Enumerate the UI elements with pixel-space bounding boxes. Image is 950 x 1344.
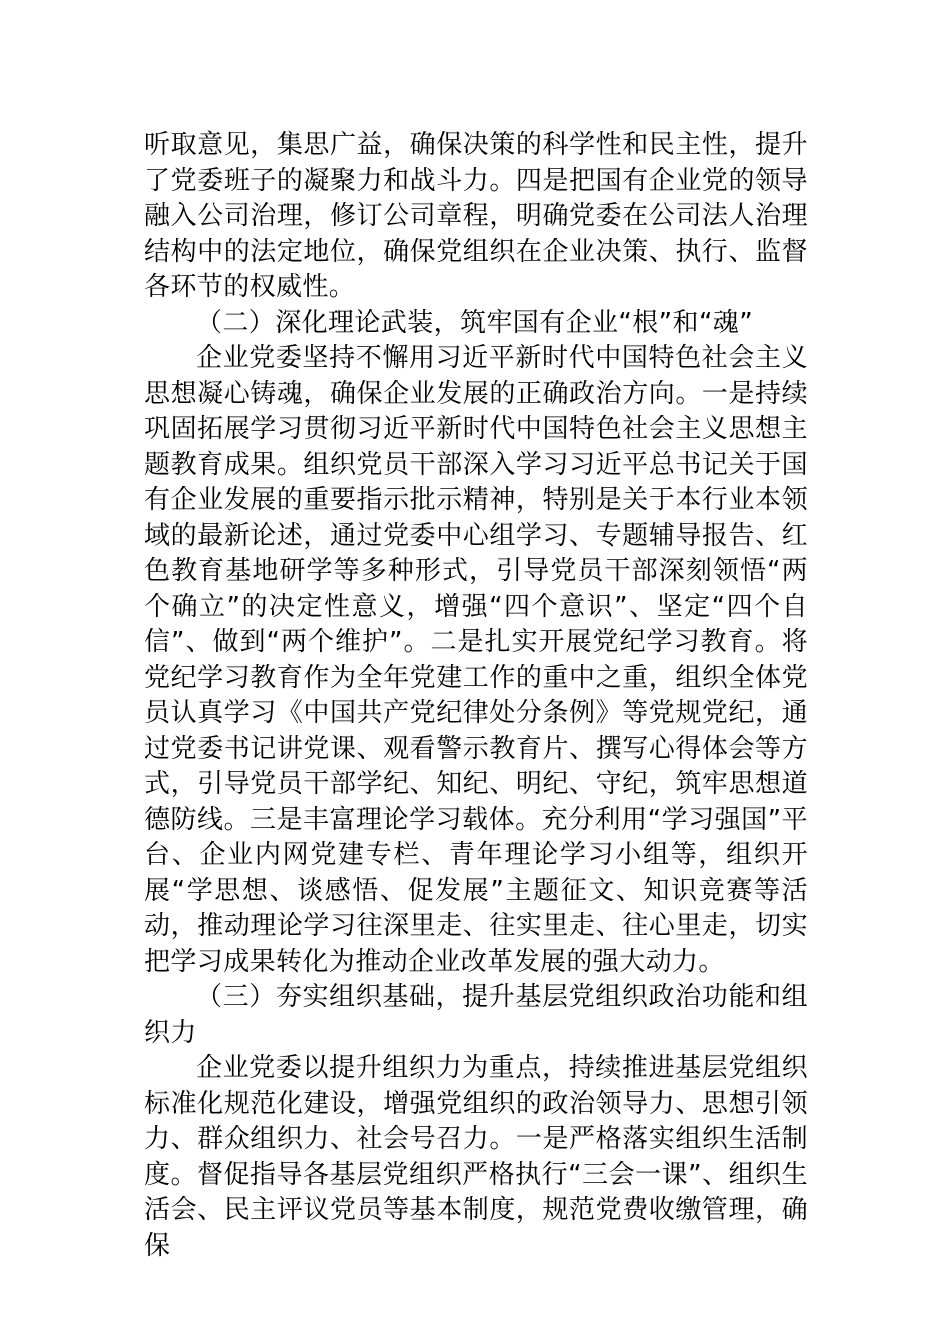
document-body [144, 128, 808, 1264]
section-heading-3: （三）夯实组织基础，提升基层党组织政治功能和组织力 [144, 982, 808, 1048]
paragraph-organization: 企业党委以提升组织力为重点，持续推进基层党组织标准化规范化建设，增强党组织的政治领导力、思想引领力、群众组织力、社会号召力。一是严格落实组织生活制度。督促指导各基层党组织严格执行“三会一课”、组织生活会、民主评议党员等基本制度，规范党费收缴管理，确保 [144, 1053, 808, 1261]
section-heading-2: （二）深化理论武装，筑牢国有企业“根”和“魂” [196, 307, 754, 338]
paragraph-theory: 企业党委坚持不懈用习近平新时代中国特色社会主义思想凝心铸魂，确保企业发展的正确政治方向。一是持续巩固拓展学习贯彻习近平新时代中国特色社会主义思想主题教育成果。组织党员干部深入学习习近平总书记关于国有企业发展的重要指示批示精神，特别是关于本行业本领域的最新论述，通过党委中心组学习、专题辅导报告、红色教育基地研学等多种形式，引导党员干部深刻领悟“两个确立”的决定性意义，增强“四个意识”、坚定“四个自信”、做到“两个维护”。二是扎实开展党纪学习教育。将党纪学习教育作为全年党建工作的重中之重，组织全体党员认真学习《中国共产党纪律处分条例》等党规党纪，通过党委书记讲党课、观看警示教育片、撰写心得体会等方式，引导党员干部学纪、知纪、明纪、守纪，筑牢思想道德防线。三是丰富理论学习载体。充分利用“学习强国”平台、企业内网党建专栏、青年理论学习小组等，组织开展“学思想、谈感悟、促发展”主题征文、知识竞赛等活动，推动理论学习往深里走、往实里走、往心里走，切实把学习成果转化为推动企业改革发展的强大动力。 [144, 343, 808, 977]
paragraph-continuation: 听取意见，集思广益，确保决策的科学性和民主性，提升了党委班子的凝聚力和战斗力。四是把国有企业党的领导融入公司治理，修订公司章程，明确党委在公司法人治理结构中的法定地位，确保党组织在企业决策、执行、监督各环节的权威性。 [144, 130, 808, 302]
